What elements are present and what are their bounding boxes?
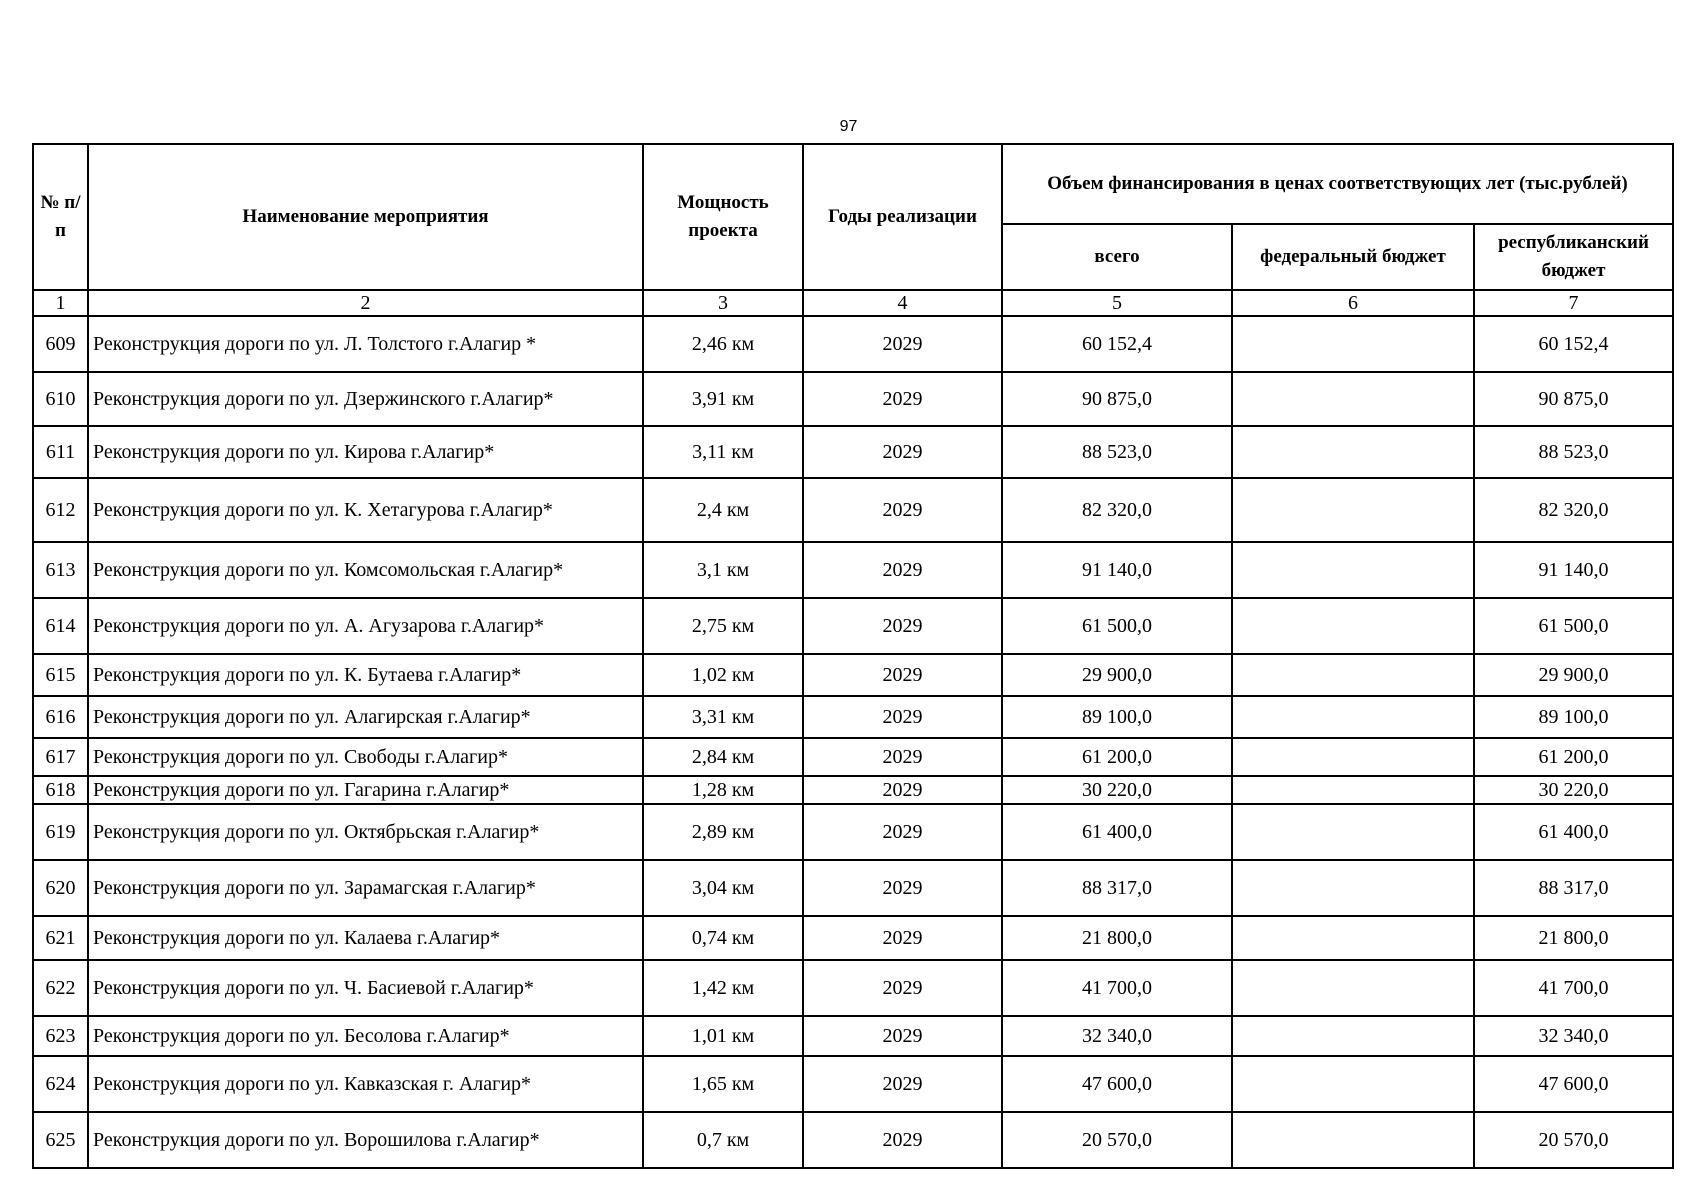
column-number: 1: [33, 290, 88, 316]
table-row: [33, 776, 1673, 804]
row-total: 90 875,0: [1002, 372, 1232, 426]
row-federal: [1232, 804, 1474, 860]
row-federal: [1232, 1112, 1474, 1168]
row-name: Реконструкция дороги по ул. К. Бутаева г.Алагир*: [88, 654, 643, 696]
row-total: 47 600,0: [1002, 1056, 1232, 1112]
row-years: 2029: [803, 1112, 1002, 1168]
row-number: 612: [33, 478, 88, 542]
row-republican: 88 523,0: [1474, 426, 1673, 478]
row-name: Реконструкция дороги по ул. Зарамагская г.Алагир*: [88, 860, 643, 916]
row-years: 2029: [803, 916, 1002, 960]
row-years: 2029: [803, 426, 1002, 478]
header-funding: Объем финансирования в ценах соответствующих лет (тыс.рублей): [1002, 144, 1673, 224]
row-number: 609: [33, 316, 88, 372]
row-capacity: 3,04 км: [643, 860, 803, 916]
table-row: [33, 1056, 1673, 1112]
row-capacity: 3,91 км: [643, 372, 803, 426]
row-name: Реконструкция дороги по ул. Ворошилова г.Алагир*: [88, 1112, 643, 1168]
row-total: 82 320,0: [1002, 478, 1232, 542]
row-total: 61 200,0: [1002, 738, 1232, 776]
row-name: Реконструкция дороги по ул. Кирова г.Алагир*: [88, 426, 643, 478]
row-years: 2029: [803, 738, 1002, 776]
table-row: [33, 1016, 1673, 1056]
row-federal: [1232, 738, 1474, 776]
row-name: Реконструкция дороги по ул. Октябрьская г.Алагир*: [88, 804, 643, 860]
row-capacity: 2,4 км: [643, 478, 803, 542]
table-row: [33, 598, 1673, 654]
row-republican: 47 600,0: [1474, 1056, 1673, 1112]
header-years: Годы реализации: [803, 144, 1002, 290]
row-federal: [1232, 1056, 1474, 1112]
row-republican: 90 875,0: [1474, 372, 1673, 426]
row-federal: [1232, 916, 1474, 960]
row-number: 615: [33, 654, 88, 696]
row-federal: [1232, 860, 1474, 916]
row-name: Реконструкция дороги по ул. Свободы г.Алагир*: [88, 738, 643, 776]
row-number: 624: [33, 1056, 88, 1112]
row-total: 88 523,0: [1002, 426, 1232, 478]
row-capacity: 1,42 км: [643, 960, 803, 1016]
row-republican: 20 570,0: [1474, 1112, 1673, 1168]
row-republican: 88 317,0: [1474, 860, 1673, 916]
column-number: 3: [643, 290, 803, 316]
row-republican: 60 152,4: [1474, 316, 1673, 372]
row-total: 29 900,0: [1002, 654, 1232, 696]
row-total: 32 340,0: [1002, 1016, 1232, 1056]
row-number: 617: [33, 738, 88, 776]
row-number: 622: [33, 960, 88, 1016]
row-number: 613: [33, 542, 88, 598]
row-years: 2029: [803, 696, 1002, 738]
header-name: Наименование мероприятия: [88, 144, 643, 290]
row-capacity: 2,84 км: [643, 738, 803, 776]
row-years: 2029: [803, 860, 1002, 916]
table-row: [33, 960, 1673, 1016]
row-years: 2029: [803, 372, 1002, 426]
row-number: 611: [33, 426, 88, 478]
row-federal: [1232, 1016, 1474, 1056]
row-republican: 21 800,0: [1474, 916, 1673, 960]
row-capacity: 1,65 км: [643, 1056, 803, 1112]
row-number: 625: [33, 1112, 88, 1168]
row-name: Реконструкция дороги по ул. А. Агузарова г.Алагир*: [88, 598, 643, 654]
row-number: 623: [33, 1016, 88, 1056]
table-row: [33, 426, 1673, 478]
row-federal: [1232, 316, 1474, 372]
row-number: 619: [33, 804, 88, 860]
row-name: Реконструкция дороги по ул. Комсомольская г.Алагир*: [88, 542, 643, 598]
row-total: 20 570,0: [1002, 1112, 1232, 1168]
row-name: Реконструкция дороги по ул. Кавказская г. Алагир*: [88, 1056, 643, 1112]
column-number: 6: [1232, 290, 1474, 316]
row-number: 618: [33, 776, 88, 804]
row-capacity: 3,31 км: [643, 696, 803, 738]
row-total: 88 317,0: [1002, 860, 1232, 916]
row-name: Реконструкция дороги по ул. Калаева г.Алагир*: [88, 916, 643, 960]
row-name: Реконструкция дороги по ул. Алагирская г.Алагир*: [88, 696, 643, 738]
row-federal: [1232, 960, 1474, 1016]
row-republican: 61 500,0: [1474, 598, 1673, 654]
row-years: 2029: [803, 1056, 1002, 1112]
row-total: 30 220,0: [1002, 776, 1232, 804]
row-federal: [1232, 372, 1474, 426]
table-row: [33, 372, 1673, 426]
row-total: 60 152,4: [1002, 316, 1232, 372]
row-name: Реконструкция дороги по ул. Бесолова г.Алагир*: [88, 1016, 643, 1056]
column-number: 7: [1474, 290, 1673, 316]
row-years: 2029: [803, 804, 1002, 860]
header-total: всего: [1002, 224, 1232, 290]
row-number: 614: [33, 598, 88, 654]
row-total: 21 800,0: [1002, 916, 1232, 960]
row-federal: [1232, 426, 1474, 478]
row-capacity: 0,74 км: [643, 916, 803, 960]
table-row: [33, 860, 1673, 916]
row-capacity: 1,01 км: [643, 1016, 803, 1056]
column-number: 5: [1002, 290, 1232, 316]
row-name: Реконструкция дороги по ул. Ч. Басиевой г.Алагир*: [88, 960, 643, 1016]
funding-table: [32, 143, 1674, 1169]
row-capacity: 2,89 км: [643, 804, 803, 860]
row-capacity: 0,7 км: [643, 1112, 803, 1168]
column-number: 4: [803, 290, 1002, 316]
row-years: 2029: [803, 598, 1002, 654]
table-row: [33, 696, 1673, 738]
row-name: Реконструкция дороги по ул. К. Хетагурова г.Алагир*: [88, 478, 643, 542]
table-row: [33, 542, 1673, 598]
table-row: [33, 738, 1673, 776]
row-capacity: 3,11 км: [643, 426, 803, 478]
row-total: 89 100,0: [1002, 696, 1232, 738]
row-number: 621: [33, 916, 88, 960]
row-federal: [1232, 696, 1474, 738]
row-republican: 61 200,0: [1474, 738, 1673, 776]
row-total: 41 700,0: [1002, 960, 1232, 1016]
row-republican: 89 100,0: [1474, 696, 1673, 738]
row-republican: 29 900,0: [1474, 654, 1673, 696]
row-republican: 82 320,0: [1474, 478, 1673, 542]
row-republican: 91 140,0: [1474, 542, 1673, 598]
row-name: Реконструкция дороги по ул. Гагарина г.Алагир*: [88, 776, 643, 804]
row-name: Реконструкция дороги по ул. Дзержинского г.Алагир*: [88, 372, 643, 426]
table-body: [33, 290, 1673, 1168]
header-republican: республиканский бюджет: [1474, 224, 1673, 290]
row-years: 2029: [803, 542, 1002, 598]
header-num: № п/п: [33, 144, 88, 290]
row-federal: [1232, 478, 1474, 542]
row-capacity: 2,75 км: [643, 598, 803, 654]
row-number: 620: [33, 860, 88, 916]
row-years: 2029: [803, 1016, 1002, 1056]
table-row: [33, 654, 1673, 696]
row-total: 61 500,0: [1002, 598, 1232, 654]
header-federal: федеральный бюджет: [1232, 224, 1474, 290]
row-years: 2029: [803, 478, 1002, 542]
row-republican: 30 220,0: [1474, 776, 1673, 804]
row-years: 2029: [803, 960, 1002, 1016]
column-numbers-row: [33, 290, 1673, 316]
header-capacity: Мощность проекта: [643, 144, 803, 290]
row-years: 2029: [803, 316, 1002, 372]
row-capacity: 2,46 км: [643, 316, 803, 372]
row-republican: 61 400,0: [1474, 804, 1673, 860]
row-number: 616: [33, 696, 88, 738]
table-row: [33, 316, 1673, 372]
row-federal: [1232, 654, 1474, 696]
row-republican: 32 340,0: [1474, 1016, 1673, 1056]
row-capacity: 3,1 км: [643, 542, 803, 598]
row-total: 61 400,0: [1002, 804, 1232, 860]
table-row: [33, 804, 1673, 860]
table-row: [33, 916, 1673, 960]
row-capacity: 1,28 км: [643, 776, 803, 804]
row-capacity: 1,02 км: [643, 654, 803, 696]
row-federal: [1232, 776, 1474, 804]
table-row: [33, 478, 1673, 542]
row-years: 2029: [803, 776, 1002, 804]
row-federal: [1232, 542, 1474, 598]
row-name: Реконструкция дороги по ул. Л. Толстого г.Алагир *: [88, 316, 643, 372]
row-republican: 41 700,0: [1474, 960, 1673, 1016]
row-total: 91 140,0: [1002, 542, 1232, 598]
row-federal: [1232, 598, 1474, 654]
page-number: 97: [839, 118, 858, 135]
table-row: [33, 1112, 1673, 1168]
row-number: 610: [33, 372, 88, 426]
column-number: 2: [88, 290, 643, 316]
row-years: 2029: [803, 654, 1002, 696]
